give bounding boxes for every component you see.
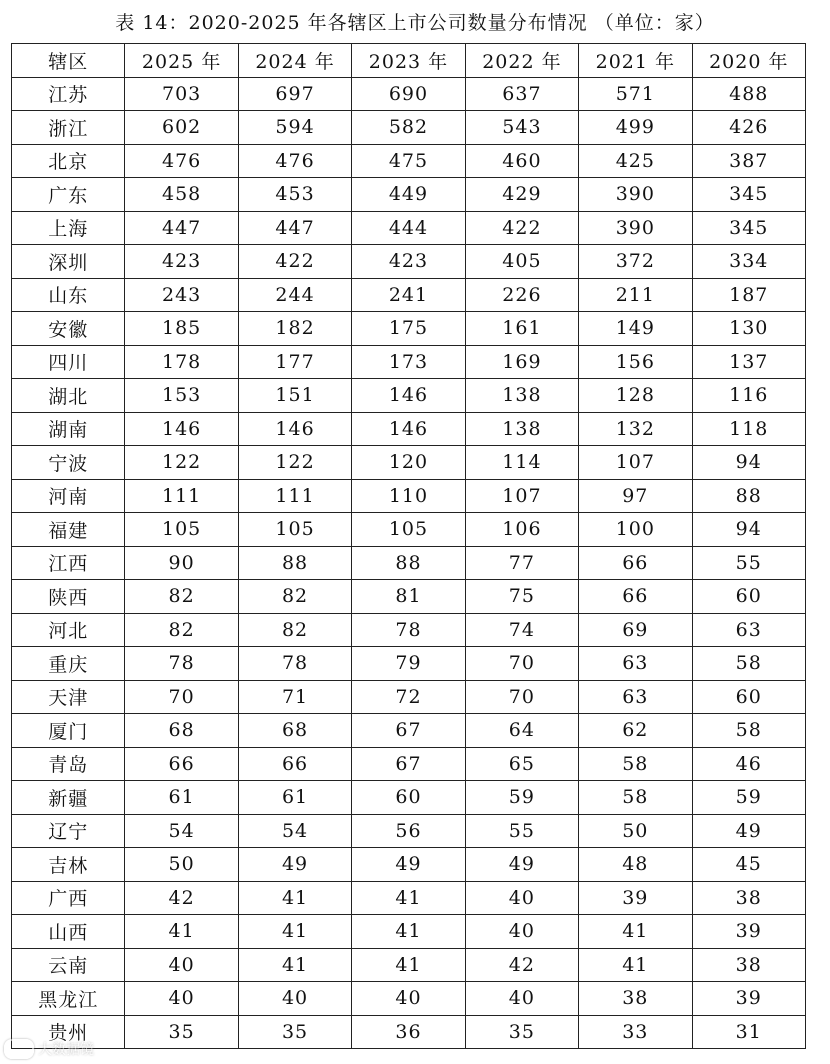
cell-y2021: 33	[579, 1015, 692, 1049]
cell-y2022: 77	[465, 546, 578, 580]
cell-y2024: 182	[238, 312, 351, 346]
cell-y2020: 58	[692, 714, 805, 748]
cell-y2023: 36	[352, 1015, 465, 1049]
cell-y2021: 62	[579, 714, 692, 748]
cell-y2022: 70	[465, 680, 578, 714]
cell-y2020: 58	[692, 647, 805, 681]
cell-y2020: 94	[692, 513, 805, 547]
cell-y2025: 111	[125, 479, 238, 513]
cell-y2021: 107	[579, 446, 692, 480]
table-row	[12, 982, 806, 1016]
cell-y2022: 70	[465, 647, 578, 681]
cell-y2022: 64	[465, 714, 578, 748]
cell-y2024: 71	[238, 680, 351, 714]
cell-y2022: 138	[465, 379, 578, 413]
cell-y2024: 594	[238, 111, 351, 145]
cell-y2024: 40	[238, 982, 351, 1016]
cell-y2023: 475	[352, 144, 465, 178]
cell-y2025: 703	[125, 77, 238, 111]
table-row	[12, 111, 806, 145]
cell-y2023: 175	[352, 312, 465, 346]
cell-y2022: 65	[465, 747, 578, 781]
cell-y2023: 67	[352, 714, 465, 748]
cell-y2023: 173	[352, 345, 465, 379]
table-row	[12, 312, 806, 346]
cell-y2025: 185	[125, 312, 238, 346]
table-row	[12, 211, 806, 245]
cell-y2020: 94	[692, 446, 805, 480]
cell-region: 湖南	[12, 412, 125, 446]
cell-y2025: 146	[125, 412, 238, 446]
cell-y2024: 82	[238, 613, 351, 647]
cell-y2024: 41	[238, 881, 351, 915]
cell-y2020: 38	[692, 881, 805, 915]
cell-y2024: 111	[238, 479, 351, 513]
cell-y2025: 61	[125, 781, 238, 815]
cell-region: 山西	[12, 915, 125, 949]
cell-region: 安徽	[12, 312, 125, 346]
cell-y2020: 116	[692, 379, 805, 413]
cell-y2025: 40	[125, 948, 238, 982]
cell-y2021: 128	[579, 379, 692, 413]
table-row	[12, 714, 806, 748]
cell-y2025: 40	[125, 982, 238, 1016]
cell-y2021: 69	[579, 613, 692, 647]
cell-y2024: 244	[238, 278, 351, 312]
cell-region: 云南	[12, 948, 125, 982]
watermark-logo-icon	[4, 1039, 34, 1059]
cell-y2020: 387	[692, 144, 805, 178]
table-row	[12, 77, 806, 111]
cell-y2021: 58	[579, 781, 692, 815]
cell-y2022: 107	[465, 479, 578, 513]
cell-y2025: 78	[125, 647, 238, 681]
cell-y2021: 63	[579, 680, 692, 714]
cell-y2025: 66	[125, 747, 238, 781]
watermark-text: 大数据镜	[38, 1042, 94, 1058]
cell-y2023: 79	[352, 647, 465, 681]
cell-region: 贵州	[12, 1015, 125, 1049]
cell-region: 厦门	[12, 714, 125, 748]
cell-region: 上海	[12, 211, 125, 245]
cell-y2022: 42	[465, 948, 578, 982]
cell-y2020: 187	[692, 278, 805, 312]
cell-y2025: 458	[125, 178, 238, 212]
cell-y2022: 106	[465, 513, 578, 547]
cell-y2023: 444	[352, 211, 465, 245]
cell-region: 重庆	[12, 647, 125, 681]
cell-y2023: 78	[352, 613, 465, 647]
cell-y2023: 110	[352, 479, 465, 513]
cell-y2021: 39	[579, 881, 692, 915]
cell-y2024: 105	[238, 513, 351, 547]
table-row	[12, 546, 806, 580]
cell-y2020: 39	[692, 915, 805, 949]
cell-y2020: 426	[692, 111, 805, 145]
table-row	[12, 781, 806, 815]
table-row	[12, 915, 806, 949]
header-2022: 2022 年	[465, 44, 578, 78]
cell-y2020: 38	[692, 948, 805, 982]
cell-y2024: 61	[238, 781, 351, 815]
cell-y2024: 146	[238, 412, 351, 446]
cell-y2023: 690	[352, 77, 465, 111]
cell-y2020: 55	[692, 546, 805, 580]
cell-y2024: 49	[238, 848, 351, 882]
cell-y2022: 405	[465, 245, 578, 279]
cell-y2024: 422	[238, 245, 351, 279]
cell-y2025: 447	[125, 211, 238, 245]
header-2025: 2025 年	[125, 44, 238, 78]
cell-y2022: 35	[465, 1015, 578, 1049]
table-row	[12, 412, 806, 446]
table-row	[12, 613, 806, 647]
cell-region: 四川	[12, 345, 125, 379]
cell-y2024: 177	[238, 345, 351, 379]
table-row	[12, 881, 806, 915]
cell-region: 新疆	[12, 781, 125, 815]
cell-y2024: 122	[238, 446, 351, 480]
cell-region: 天津	[12, 680, 125, 714]
cell-y2023: 72	[352, 680, 465, 714]
cell-y2022: 40	[465, 982, 578, 1016]
table-header-row	[12, 44, 806, 78]
cell-y2024: 88	[238, 546, 351, 580]
cell-y2020: 88	[692, 479, 805, 513]
cell-y2021: 425	[579, 144, 692, 178]
cell-y2025: 476	[125, 144, 238, 178]
cell-region: 陕西	[12, 580, 125, 614]
cell-y2025: 70	[125, 680, 238, 714]
cell-region: 广东	[12, 178, 125, 212]
cell-y2023: 49	[352, 848, 465, 882]
cell-y2021: 390	[579, 211, 692, 245]
cell-region: 浙江	[12, 111, 125, 145]
cell-region: 河南	[12, 479, 125, 513]
table-row	[12, 245, 806, 279]
cell-y2020: 39	[692, 982, 805, 1016]
cell-y2025: 35	[125, 1015, 238, 1049]
cell-y2021: 149	[579, 312, 692, 346]
header-2021: 2021 年	[579, 44, 692, 78]
cell-y2024: 697	[238, 77, 351, 111]
cell-y2022: 40	[465, 915, 578, 949]
cell-region: 江苏	[12, 77, 125, 111]
cell-y2023: 41	[352, 881, 465, 915]
cell-y2021: 58	[579, 747, 692, 781]
cell-y2022: 226	[465, 278, 578, 312]
table-row	[12, 814, 806, 848]
cell-y2021: 50	[579, 814, 692, 848]
cell-y2020: 63	[692, 613, 805, 647]
cell-y2021: 66	[579, 546, 692, 580]
cell-y2023: 582	[352, 111, 465, 145]
cell-y2022: 422	[465, 211, 578, 245]
table-row	[12, 747, 806, 781]
header-2024: 2024 年	[238, 44, 351, 78]
cell-y2024: 35	[238, 1015, 351, 1049]
cell-y2021: 390	[579, 178, 692, 212]
cell-y2021: 41	[579, 948, 692, 982]
cell-y2020: 488	[692, 77, 805, 111]
cell-y2024: 82	[238, 580, 351, 614]
cell-y2025: 82	[125, 580, 238, 614]
table-row	[12, 680, 806, 714]
table-row	[12, 345, 806, 379]
table-body	[12, 77, 806, 1049]
cell-y2020: 137	[692, 345, 805, 379]
cell-y2022: 49	[465, 848, 578, 882]
cell-y2022: 55	[465, 814, 578, 848]
cell-y2023: 60	[352, 781, 465, 815]
cell-y2022: 59	[465, 781, 578, 815]
cell-y2020: 46	[692, 747, 805, 781]
cell-y2023: 241	[352, 278, 465, 312]
cell-y2021: 100	[579, 513, 692, 547]
cell-y2025: 178	[125, 345, 238, 379]
cell-y2025: 122	[125, 446, 238, 480]
cell-y2021: 571	[579, 77, 692, 111]
cell-y2023: 120	[352, 446, 465, 480]
cell-region: 深圳	[12, 245, 125, 279]
table-caption: 表 14：2020-2025 年各辖区上市公司数量分布情况 （单位：家）	[115, 12, 715, 34]
cell-y2021: 211	[579, 278, 692, 312]
cell-y2020: 130	[692, 312, 805, 346]
cell-y2023: 88	[352, 546, 465, 580]
table-row	[12, 647, 806, 681]
cell-y2023: 423	[352, 245, 465, 279]
cell-y2021: 132	[579, 412, 692, 446]
cell-y2025: 105	[125, 513, 238, 547]
cell-y2021: 63	[579, 647, 692, 681]
cell-y2024: 68	[238, 714, 351, 748]
table-row	[12, 479, 806, 513]
header-2023: 2023 年	[352, 44, 465, 78]
cell-y2024: 151	[238, 379, 351, 413]
cell-y2024: 476	[238, 144, 351, 178]
cell-y2022: 75	[465, 580, 578, 614]
cell-y2023: 40	[352, 982, 465, 1016]
cell-y2022: 429	[465, 178, 578, 212]
cell-y2024: 41	[238, 915, 351, 949]
cell-y2021: 97	[579, 479, 692, 513]
listed-companies-table	[11, 43, 806, 1049]
cell-y2022: 74	[465, 613, 578, 647]
table-row	[12, 379, 806, 413]
cell-y2020: 49	[692, 814, 805, 848]
cell-y2023: 146	[352, 412, 465, 446]
cell-y2020: 60	[692, 680, 805, 714]
cell-region: 青岛	[12, 747, 125, 781]
cell-y2022: 460	[465, 144, 578, 178]
cell-y2020: 59	[692, 781, 805, 815]
cell-y2025: 41	[125, 915, 238, 949]
cell-y2023: 67	[352, 747, 465, 781]
cell-y2024: 54	[238, 814, 351, 848]
cell-y2023: 41	[352, 948, 465, 982]
cell-y2025: 423	[125, 245, 238, 279]
cell-y2024: 78	[238, 647, 351, 681]
cell-y2025: 602	[125, 111, 238, 145]
cell-y2024: 453	[238, 178, 351, 212]
header-2020: 2020 年	[692, 44, 805, 78]
cell-y2024: 447	[238, 211, 351, 245]
header-region: 辖区	[12, 44, 125, 78]
watermark	[4, 1038, 94, 1060]
cell-y2025: 42	[125, 881, 238, 915]
cell-y2022: 114	[465, 446, 578, 480]
cell-y2022: 161	[465, 312, 578, 346]
cell-y2023: 449	[352, 178, 465, 212]
cell-y2025: 243	[125, 278, 238, 312]
cell-region: 湖北	[12, 379, 125, 413]
cell-y2021: 156	[579, 345, 692, 379]
table-row	[12, 580, 806, 614]
cell-y2021: 38	[579, 982, 692, 1016]
cell-region: 江西	[12, 546, 125, 580]
cell-region: 福建	[12, 513, 125, 547]
cell-y2020: 60	[692, 580, 805, 614]
cell-y2022: 169	[465, 345, 578, 379]
cell-region: 辽宁	[12, 814, 125, 848]
cell-region: 山东	[12, 278, 125, 312]
cell-y2020: 345	[692, 211, 805, 245]
cell-y2021: 499	[579, 111, 692, 145]
table-row	[12, 446, 806, 480]
cell-y2025: 54	[125, 814, 238, 848]
cell-y2020: 118	[692, 412, 805, 446]
cell-y2025: 50	[125, 848, 238, 882]
table-row	[12, 278, 806, 312]
cell-y2022: 543	[465, 111, 578, 145]
cell-region: 河北	[12, 613, 125, 647]
table-row	[12, 948, 806, 982]
cell-y2023: 81	[352, 580, 465, 614]
cell-y2021: 48	[579, 848, 692, 882]
cell-y2021: 66	[579, 580, 692, 614]
cell-y2023: 56	[352, 814, 465, 848]
cell-region: 吉林	[12, 848, 125, 882]
cell-y2021: 41	[579, 915, 692, 949]
table-row	[12, 178, 806, 212]
cell-y2022: 138	[465, 412, 578, 446]
cell-y2025: 68	[125, 714, 238, 748]
table-row	[12, 848, 806, 882]
cell-region: 黑龙江	[12, 982, 125, 1016]
cell-y2025: 153	[125, 379, 238, 413]
table-row	[12, 1015, 806, 1049]
cell-region: 宁波	[12, 446, 125, 480]
table-row	[12, 513, 806, 547]
cell-y2021: 372	[579, 245, 692, 279]
cell-y2023: 146	[352, 379, 465, 413]
cell-y2023: 41	[352, 915, 465, 949]
cell-y2022: 40	[465, 881, 578, 915]
cell-y2020: 345	[692, 178, 805, 212]
cell-y2025: 82	[125, 613, 238, 647]
cell-region: 广西	[12, 881, 125, 915]
cell-y2020: 45	[692, 848, 805, 882]
cell-y2023: 105	[352, 513, 465, 547]
cell-y2022: 637	[465, 77, 578, 111]
cell-region: 北京	[12, 144, 125, 178]
table-row	[12, 144, 806, 178]
cell-y2024: 41	[238, 948, 351, 982]
cell-y2020: 334	[692, 245, 805, 279]
cell-y2024: 66	[238, 747, 351, 781]
cell-y2025: 90	[125, 546, 238, 580]
cell-y2020: 31	[692, 1015, 805, 1049]
